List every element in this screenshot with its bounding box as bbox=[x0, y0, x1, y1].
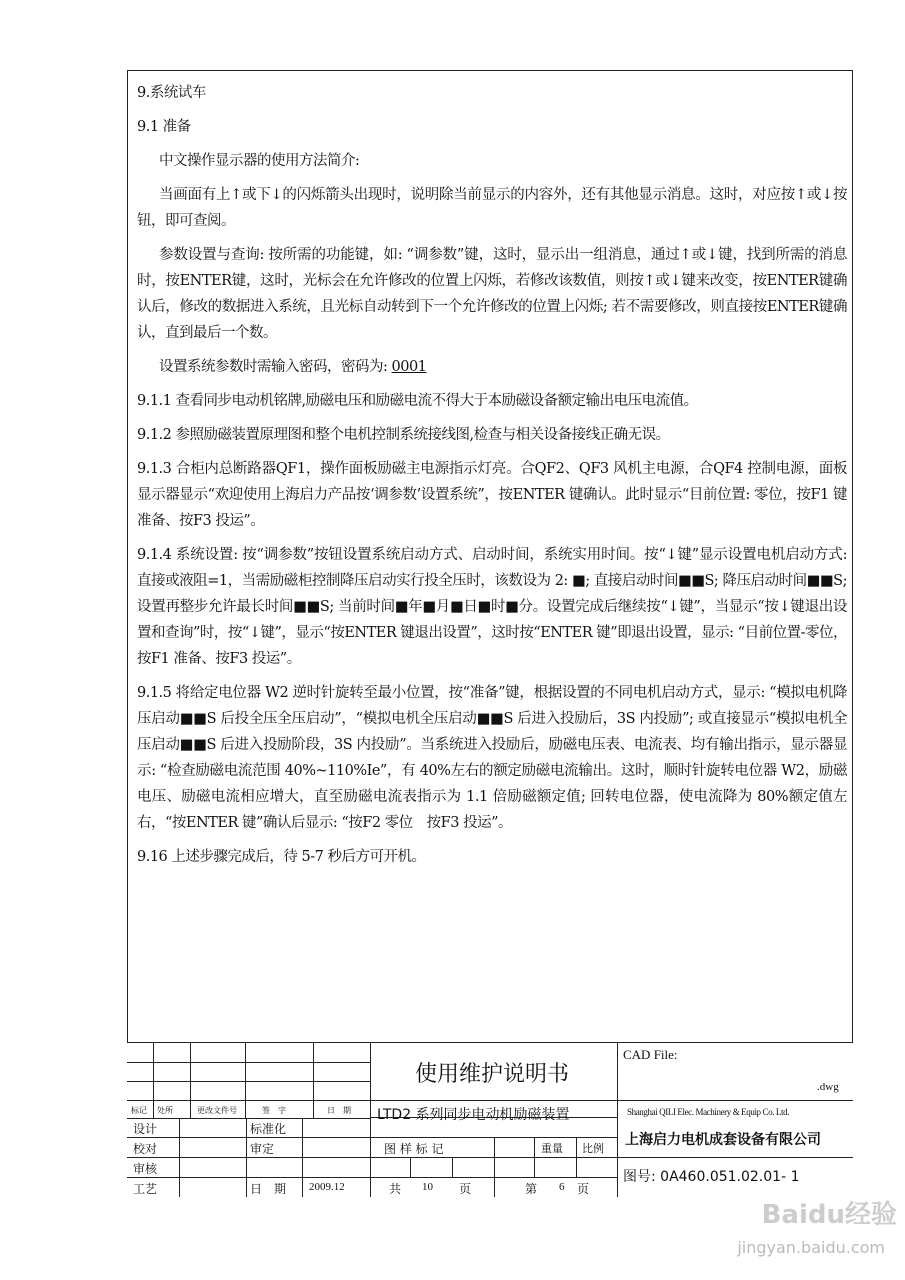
step-9-1-1: 9.1.1 查看同步电动机铭牌,励磁电压和励磁电流不得大于本励磁设备额定输出电压电流值。 bbox=[137, 393, 698, 409]
date-value: 2009.12 bbox=[309, 1181, 345, 1193]
title-block bbox=[127, 1042, 853, 1196]
step-9-1-6: 9.16 上述步骤完成后，待 5-7 秒后方可开机。 bbox=[137, 849, 426, 865]
label-check: 校对 bbox=[133, 1142, 158, 1156]
section-heading: 9.系统试车 bbox=[137, 85, 206, 101]
table-rule bbox=[190, 1043, 191, 1118]
watermark-url: jingyan.baidu.com bbox=[737, 1238, 885, 1257]
table-rule bbox=[410, 1157, 411, 1177]
drawing-number: 图号: 0A460.051.02.01- 1 bbox=[623, 1169, 800, 1185]
table-rule bbox=[179, 1118, 180, 1197]
label-page-unit: 页 bbox=[459, 1182, 472, 1196]
label-scale: 比例 bbox=[582, 1142, 604, 1155]
password-label: 设置系统参数时需输入密码，密码为: bbox=[159, 359, 392, 375]
cad-file-ext: .dwg bbox=[817, 1081, 839, 1093]
document-title: 使用维护说明书 bbox=[415, 1062, 570, 1087]
label-design: 设计 bbox=[133, 1122, 158, 1136]
table-rule bbox=[127, 1081, 370, 1082]
label-approve: 审定 bbox=[250, 1142, 275, 1156]
step-9-1-4: 9.1.4 系统设置: 按“调参数”按钮设置系统启动方式、启动时间，系统实用时间。按“↓键”显示设置电机启动方式: 直接或液阻=1，当需励磁柜控制降压启动实行投全压时，该数设为 2: ■; 直接启动时间■■S; 降压启动时间■■S; 设置再整步允许最长时间■■S; 当前时间■年■月■日■时■分。设置完成后继续按“↓键”，当显示“按↓键退出设置和查询”时，按“↓键”，显示“按ENTER 键退出设置”，这时按“ENTER 键”即退出设置，显示: “目前位置-零位，按F1 准备、按F3 投运”。 bbox=[137, 547, 847, 667]
step-9-1-2: 9.1.2 参照励磁装置原理图和整个电机控制系统接线图,检查与相关设备接线正确无误。 bbox=[137, 427, 670, 443]
header-change: 更改文件号 bbox=[197, 1106, 237, 1115]
table-rule bbox=[153, 1043, 154, 1118]
product-name: LTD2 系列同步电动机励磁装置 bbox=[377, 1107, 570, 1123]
table-rule bbox=[617, 1043, 618, 1197]
arrow-paragraph: 当画面有上↑或下↓的闪烁箭头出现时，说明除当前显示的内容外，还有其他显示消息。这时，对应按↑或↓按钮，即可查阅。 bbox=[137, 187, 847, 229]
label-weight: 重量 bbox=[541, 1142, 563, 1155]
password-paragraph bbox=[137, 354, 847, 380]
table-rule bbox=[246, 1118, 247, 1197]
label-review: 审核 bbox=[133, 1162, 158, 1176]
table-rule bbox=[313, 1043, 314, 1118]
intro-paragraph: 中文操作显示器的使用方法简介: bbox=[159, 153, 360, 169]
password-value: 0001 bbox=[391, 359, 427, 375]
label-page-unit-2: 页 bbox=[577, 1182, 590, 1196]
table-rule bbox=[534, 1137, 535, 1177]
table-rule bbox=[302, 1118, 303, 1197]
table-rule bbox=[127, 1137, 617, 1138]
table-rule bbox=[127, 1118, 370, 1119]
page-number: 6 bbox=[559, 1181, 565, 1193]
table-rule bbox=[127, 1177, 617, 1178]
subsection-heading: 9.1 准备 bbox=[137, 119, 191, 135]
table-rule bbox=[127, 1100, 853, 1101]
document-body bbox=[137, 80, 847, 878]
header-sign: 签 字 bbox=[262, 1106, 286, 1115]
parameter-paragraph: 参数设置与查询: 按所需的功能键，如: “调参数”键，这时，显示出一组消息，通过↑或↓键，找到所需的消息时，按ENTER键，这时，光标会在允许修改的位置上闪烁，若修改该数值，则按↑或↓键来改变，按ENTER键确认后，修改的数据进入系统，且光标自动转到下一个允许修改的位置上闪烁; 若不需要修改，则直接按ENTER键确认，直到最后一个数。 bbox=[137, 247, 847, 341]
label-standard: 标准化 bbox=[250, 1122, 287, 1136]
header-date: 日 期 bbox=[327, 1106, 351, 1115]
step-9-1-3: 9.1.3 合柜内总断路器QF1，操作面板励磁主电源指示灯亮。合QF2、QF3 风机主电源，合QF4 控制电源，面板显示器显示“欢迎使用上海启力产品按‘调参数’设置系统”，按ENTER 键确认。此时显示“目前位置: 零位，按F1 键准备、按F3 投运”。 bbox=[137, 461, 847, 529]
label-total: 共 bbox=[389, 1182, 402, 1196]
table-rule bbox=[576, 1137, 577, 1177]
cad-file-label: CAD File: bbox=[623, 1047, 678, 1062]
step-9-1-5: 9.1.5 将给定电位器 W2 逆时针旋转至最小位置，按“准备”键，根据设置的不同电机启动方式，显示: “模拟电机降压启动■■S 后投全压全压启动”，“模拟电机全压启动■■S 后进入投励后，3S 内投励”; 或直接显示“模拟电机全压启动■■S 后进入投励阶段，3S 内投励”。当系统进入投励后，励磁电压表、电流表、均有输出指示，显示器显示: “检查励磁电流范围 40%~110%Ie”，有 40%左右的额定励磁电流输出。这时，顺时针旋转电位器 W2，励磁电压、励磁电流相应增大，直至励磁电流表指示为 1.1 倍励磁额定值; 回转电位器，使电流降为 80%额定值左右，“按ENTER 键”确认后显示: “按F2 零位 按F3 投运”。 bbox=[137, 685, 847, 831]
table-rule bbox=[494, 1137, 495, 1197]
label-drawing-mark: 图 样 标 记 bbox=[384, 1142, 444, 1156]
company-chinese: 上海启力电机成套设备有限公司 bbox=[625, 1132, 821, 1148]
company-english: Shanghai QILI Elec. Machinery & Equip Co. Ltd. bbox=[627, 1107, 790, 1117]
total-pages: 10 bbox=[422, 1181, 433, 1193]
table-rule bbox=[127, 1062, 370, 1063]
watermark-logo: Baidu经验 bbox=[761, 1200, 897, 1230]
header-count: 处所 bbox=[157, 1106, 173, 1115]
table-rule bbox=[370, 1043, 371, 1197]
label-page: 第 bbox=[525, 1182, 538, 1196]
table-rule bbox=[245, 1043, 246, 1118]
label-process: 工艺 bbox=[133, 1182, 158, 1196]
header-mark: 标记 bbox=[131, 1106, 147, 1115]
table-rule bbox=[452, 1157, 453, 1177]
table-rule bbox=[127, 1157, 617, 1158]
table-rule bbox=[617, 1157, 853, 1158]
label-date: 日 期 bbox=[250, 1182, 287, 1196]
